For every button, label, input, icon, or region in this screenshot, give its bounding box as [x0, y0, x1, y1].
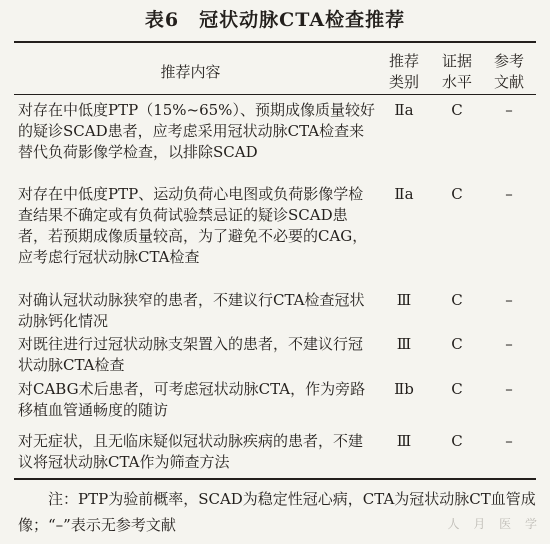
header-level-line1: 证据: [441, 52, 472, 70]
header-ref: [484, 50, 534, 94]
row-level: C: [451, 335, 463, 353]
bottom-rule: [14, 478, 536, 480]
header-rule: [14, 94, 536, 95]
row-level: C: [451, 101, 463, 119]
row-content: 对既往进行过冠状动脉支架置入的患者，不建议行冠状动脉CTA检查: [18, 335, 364, 374]
row-ref: –: [505, 185, 513, 203]
table-footnote: 注：PTP为验前概率，SCAD为稳定性冠心病，CTA为冠状动脉CT血管成像；“–”表示无参考文献: [18, 490, 536, 534]
row-content: 对确认冠状动脉狭窄的患者，不建议行CTA检查冠状动脉钙化情况: [18, 291, 365, 330]
row-class: Ⅱa: [394, 185, 414, 203]
row-ref: –: [505, 101, 513, 119]
row-level: C: [451, 380, 463, 398]
header-ref-line2: 文献: [493, 73, 524, 91]
row-level: C: [451, 185, 463, 203]
top-rule: [14, 41, 536, 43]
row-ref: –: [505, 432, 513, 450]
row-content: 对存在中低度PTP（15%~65%）、预期成像质量较好的疑诊SCAD患者，应考虑采用冠状动脉CTA检查来替代负荷影像学检查，以排除SCAD: [18, 101, 375, 161]
row-class: Ⅲ: [396, 291, 412, 309]
header-ref-line1: 参考: [493, 52, 524, 70]
row-level: C: [451, 432, 463, 450]
row-class: Ⅱa: [394, 101, 414, 119]
header-class: [380, 50, 428, 94]
row-content: 对无症状，且无临床疑似冠状动脉疾病的患者，不建议将冠状动脉CTA作为筛查方法: [18, 432, 364, 471]
row-ref: –: [505, 380, 513, 398]
header-content-label: 推荐内容: [160, 62, 221, 81]
header-level-line2: 水平: [441, 73, 472, 91]
row-level: C: [451, 291, 463, 309]
header-content: [18, 50, 363, 94]
watermark-logo: 人 月 医 学: [447, 517, 542, 531]
row-ref: –: [505, 335, 513, 353]
row-class: Ⅲ: [396, 432, 412, 450]
row-content: 对存在中低度PTP、运动负荷心电图或负荷影像学检查结果不确定或有负荷试验禁忌证的疑诊SCAD患者，若预期成像质量较高，为了避免不必要的CAG，应考虑行冠状动脉CTA检查: [18, 185, 368, 266]
table-title: 表6 冠状动脉CTA检查推荐: [144, 9, 406, 31]
row-class: Ⅲ: [396, 335, 412, 353]
header-class-line1: 推荐: [388, 52, 419, 70]
row-class: Ⅱb: [394, 380, 414, 398]
header-level: [432, 50, 482, 94]
row-content: 对CABG术后患者，可考虑冠状动脉CTA，作为旁路移植血管通畅度的随访: [18, 380, 366, 419]
row-ref: –: [505, 291, 513, 309]
header-class-line2: 类别: [388, 73, 419, 91]
